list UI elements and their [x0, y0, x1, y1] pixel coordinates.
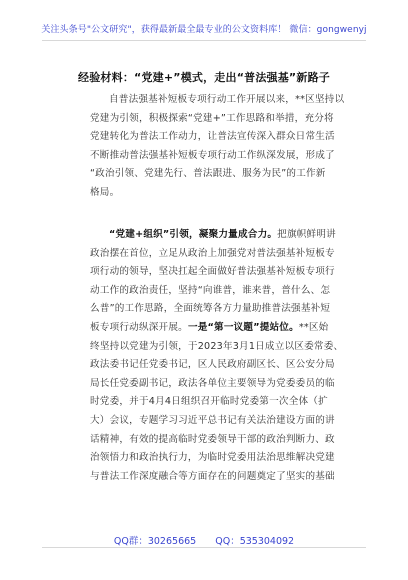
paragraph-line: 党建转化为普法工作动力，让普法宣传深入群众日常生活 [90, 131, 335, 143]
paragraph-line: 与普法工作深度融合等方面存在的问题奠定了坚实的基础 [90, 470, 335, 482]
header-banner: 关注头条号"公文研究"，获得最新最全最专业的公文资料库！ 微信：gongwenyj [41, 25, 367, 35]
paragraph-line: 局长任党委副书记，政法各单位主要领导为党委委员的临 [90, 377, 335, 389]
paragraph-text: **区始 [298, 321, 329, 333]
paragraph-line: 项行动的领导，坚决扛起全面做好普法强基补短板专项行 [90, 266, 335, 278]
paragraph-line: 话精神，有效的提高临时党委领导干部的政治判断力、政 [90, 433, 335, 445]
paragraph-line: 么普”的工作思路，全面统筹各方力量助推普法强基补短 [90, 303, 331, 315]
paragraph-text: 把旗帜鲜明讲 [277, 229, 336, 240]
section-heading: “党建+组织”引领，凝聚力量成合力。 [109, 229, 278, 240]
paragraph-line: 政治摆在首位，立足从政治上加强党对普法强基补短板专 [90, 247, 335, 259]
paragraph-line: 党建为引领，积极探索“党建+”工作思路和举措，充分将 [90, 112, 334, 124]
paragraph-line: 动工作的政治责任，坚持“向谁普，谁来普，普什么、怎 [90, 284, 331, 296]
subsection-heading: 一是“第一议题”提站位。 [187, 321, 299, 333]
paragraph-line: 自普法强基补短板专项行动工作开展以来，**区坚持以 [109, 94, 345, 105]
paragraph-line: 大）会议，专题学习习近平总书记有关法治建设方面的讲 [90, 414, 335, 426]
footer-divider [42, 547, 366, 548]
paragraph-line: 时党委，并于4月4日组织召开临时党委第一次全体（扩 [90, 396, 328, 408]
paragraph-line: 终坚持以党建为引领，于2023年3月1日成立以区委常委、 [90, 340, 344, 352]
paragraph-line: 格局。 [90, 186, 120, 198]
paragraph-line: 政法委书记任党委书记，区人民政府副区长、区公安分局 [90, 359, 335, 371]
document-title: 经验材料：“党建+”模式，走出“普法强基”新路子 [78, 71, 330, 84]
paragraph-line: 治领悟力和政治执行力，为临时党委用法治思维解决党建 [90, 452, 335, 464]
footer-contacts [0, 533, 408, 547]
paragraph-line [90, 226, 362, 245]
qq-group-link[interactable]: QQ群：30265665 [113, 536, 197, 547]
paragraph-line: 不断推动普法强基补短板专项行动工作纵深发展，形成了 [90, 149, 335, 161]
paragraph-party-organization [90, 226, 362, 486]
paragraph-line: “政治引领、党建先行、普法跟进、服务为民”的工作新 [90, 168, 326, 180]
header-divider [42, 40, 366, 41]
paragraph-line [90, 319, 362, 338]
qq-contact-link[interactable]: QQ：535304092 [215, 536, 295, 547]
paragraph-text: 板专项行动纵深开展。 [90, 321, 188, 333]
paragraph-intro [90, 91, 362, 203]
